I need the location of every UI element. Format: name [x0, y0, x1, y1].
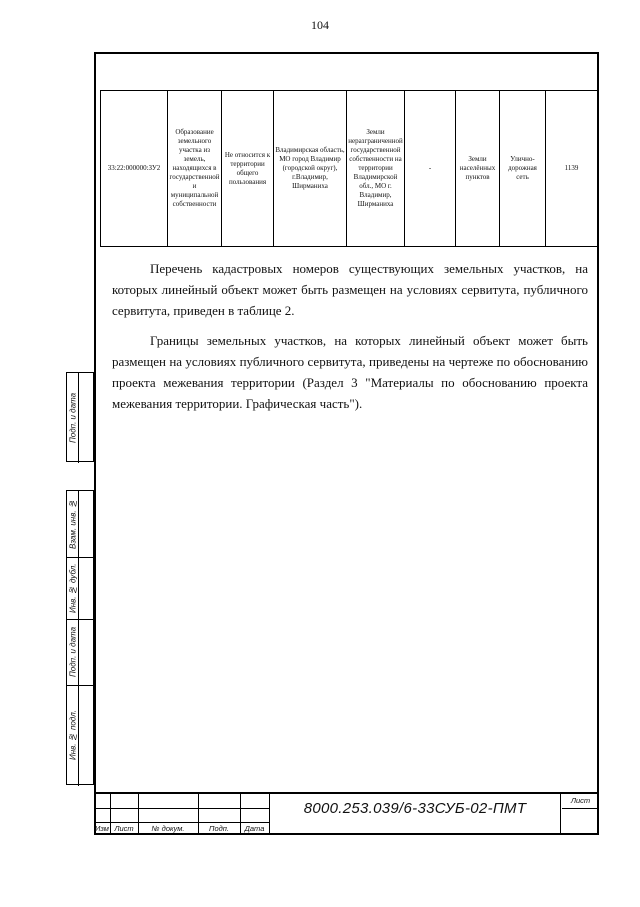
sign-date-label-2: Подп. и дата [68, 626, 78, 678]
formation-method-cell: Образование земельного участка из земель, находящихся в государственной и муниципальной собственности [168, 91, 222, 247]
document-code: 8000.253.039/6-33СУБ-02-ПМТ [303, 800, 527, 817]
parcel-table [100, 90, 598, 247]
public-use-cell: Не относится к территории общего пользования [222, 91, 274, 247]
header-sheet: Лист [114, 824, 134, 833]
sign-date-label-1: Подп. и дата [68, 392, 78, 444]
rights-holder-cell: Земли неразграниченной государственной собственности на территории Владимирской обл., МО г. Владимир, Ширманиха [347, 91, 405, 247]
header-date: Дата [244, 824, 265, 833]
land-category-cell: Земли населённых пунктов [456, 91, 500, 247]
sheet-label: Лист [570, 796, 591, 805]
location-cell: Владимирская область, МО город Владимир (городской округ), г.Владимир, Ширманиха [274, 91, 347, 247]
header-doc-no: № докум. [151, 824, 185, 833]
cadastral-number-cell: 33:22:000000:ЗУ2 [101, 91, 168, 247]
paragraph-public-easement: Границы земельных участков, на которых линейный объект может быть размещен на условиях публичного сервитута, приведены на чертеже по обоснованию проекта межевания территории (Раздел 3 "Материалы по обоснованию проекта межевания территории. Графическая часть"). [112, 333, 588, 411]
side-stamp-lower [66, 490, 94, 785]
header-change: Изм [95, 824, 109, 833]
page-number: 104 [311, 18, 329, 32]
area-cell: 1139 [546, 91, 598, 247]
title-block [94, 792, 599, 835]
dash-cell: - [405, 91, 456, 247]
permitted-use-cell: Улично-дорожная сеть [500, 91, 546, 247]
inv-no-orig-label: Инв. № подл. [68, 710, 78, 761]
header-signature: Подп. [209, 824, 229, 833]
paragraph-easement-list: Перечень кадастровых номеров существующих земельных участков, на которых линейный объект может быть размещен на условиях сервитута, публичного сервитута, приведен в таблице 2. [112, 261, 588, 318]
inv-no-dup-label: Инв. № дубл. [68, 563, 78, 613]
table-row [101, 91, 598, 247]
side-stamp-upper [66, 372, 94, 462]
inv-no-replace-label: Взам. инв. № [68, 499, 78, 549]
